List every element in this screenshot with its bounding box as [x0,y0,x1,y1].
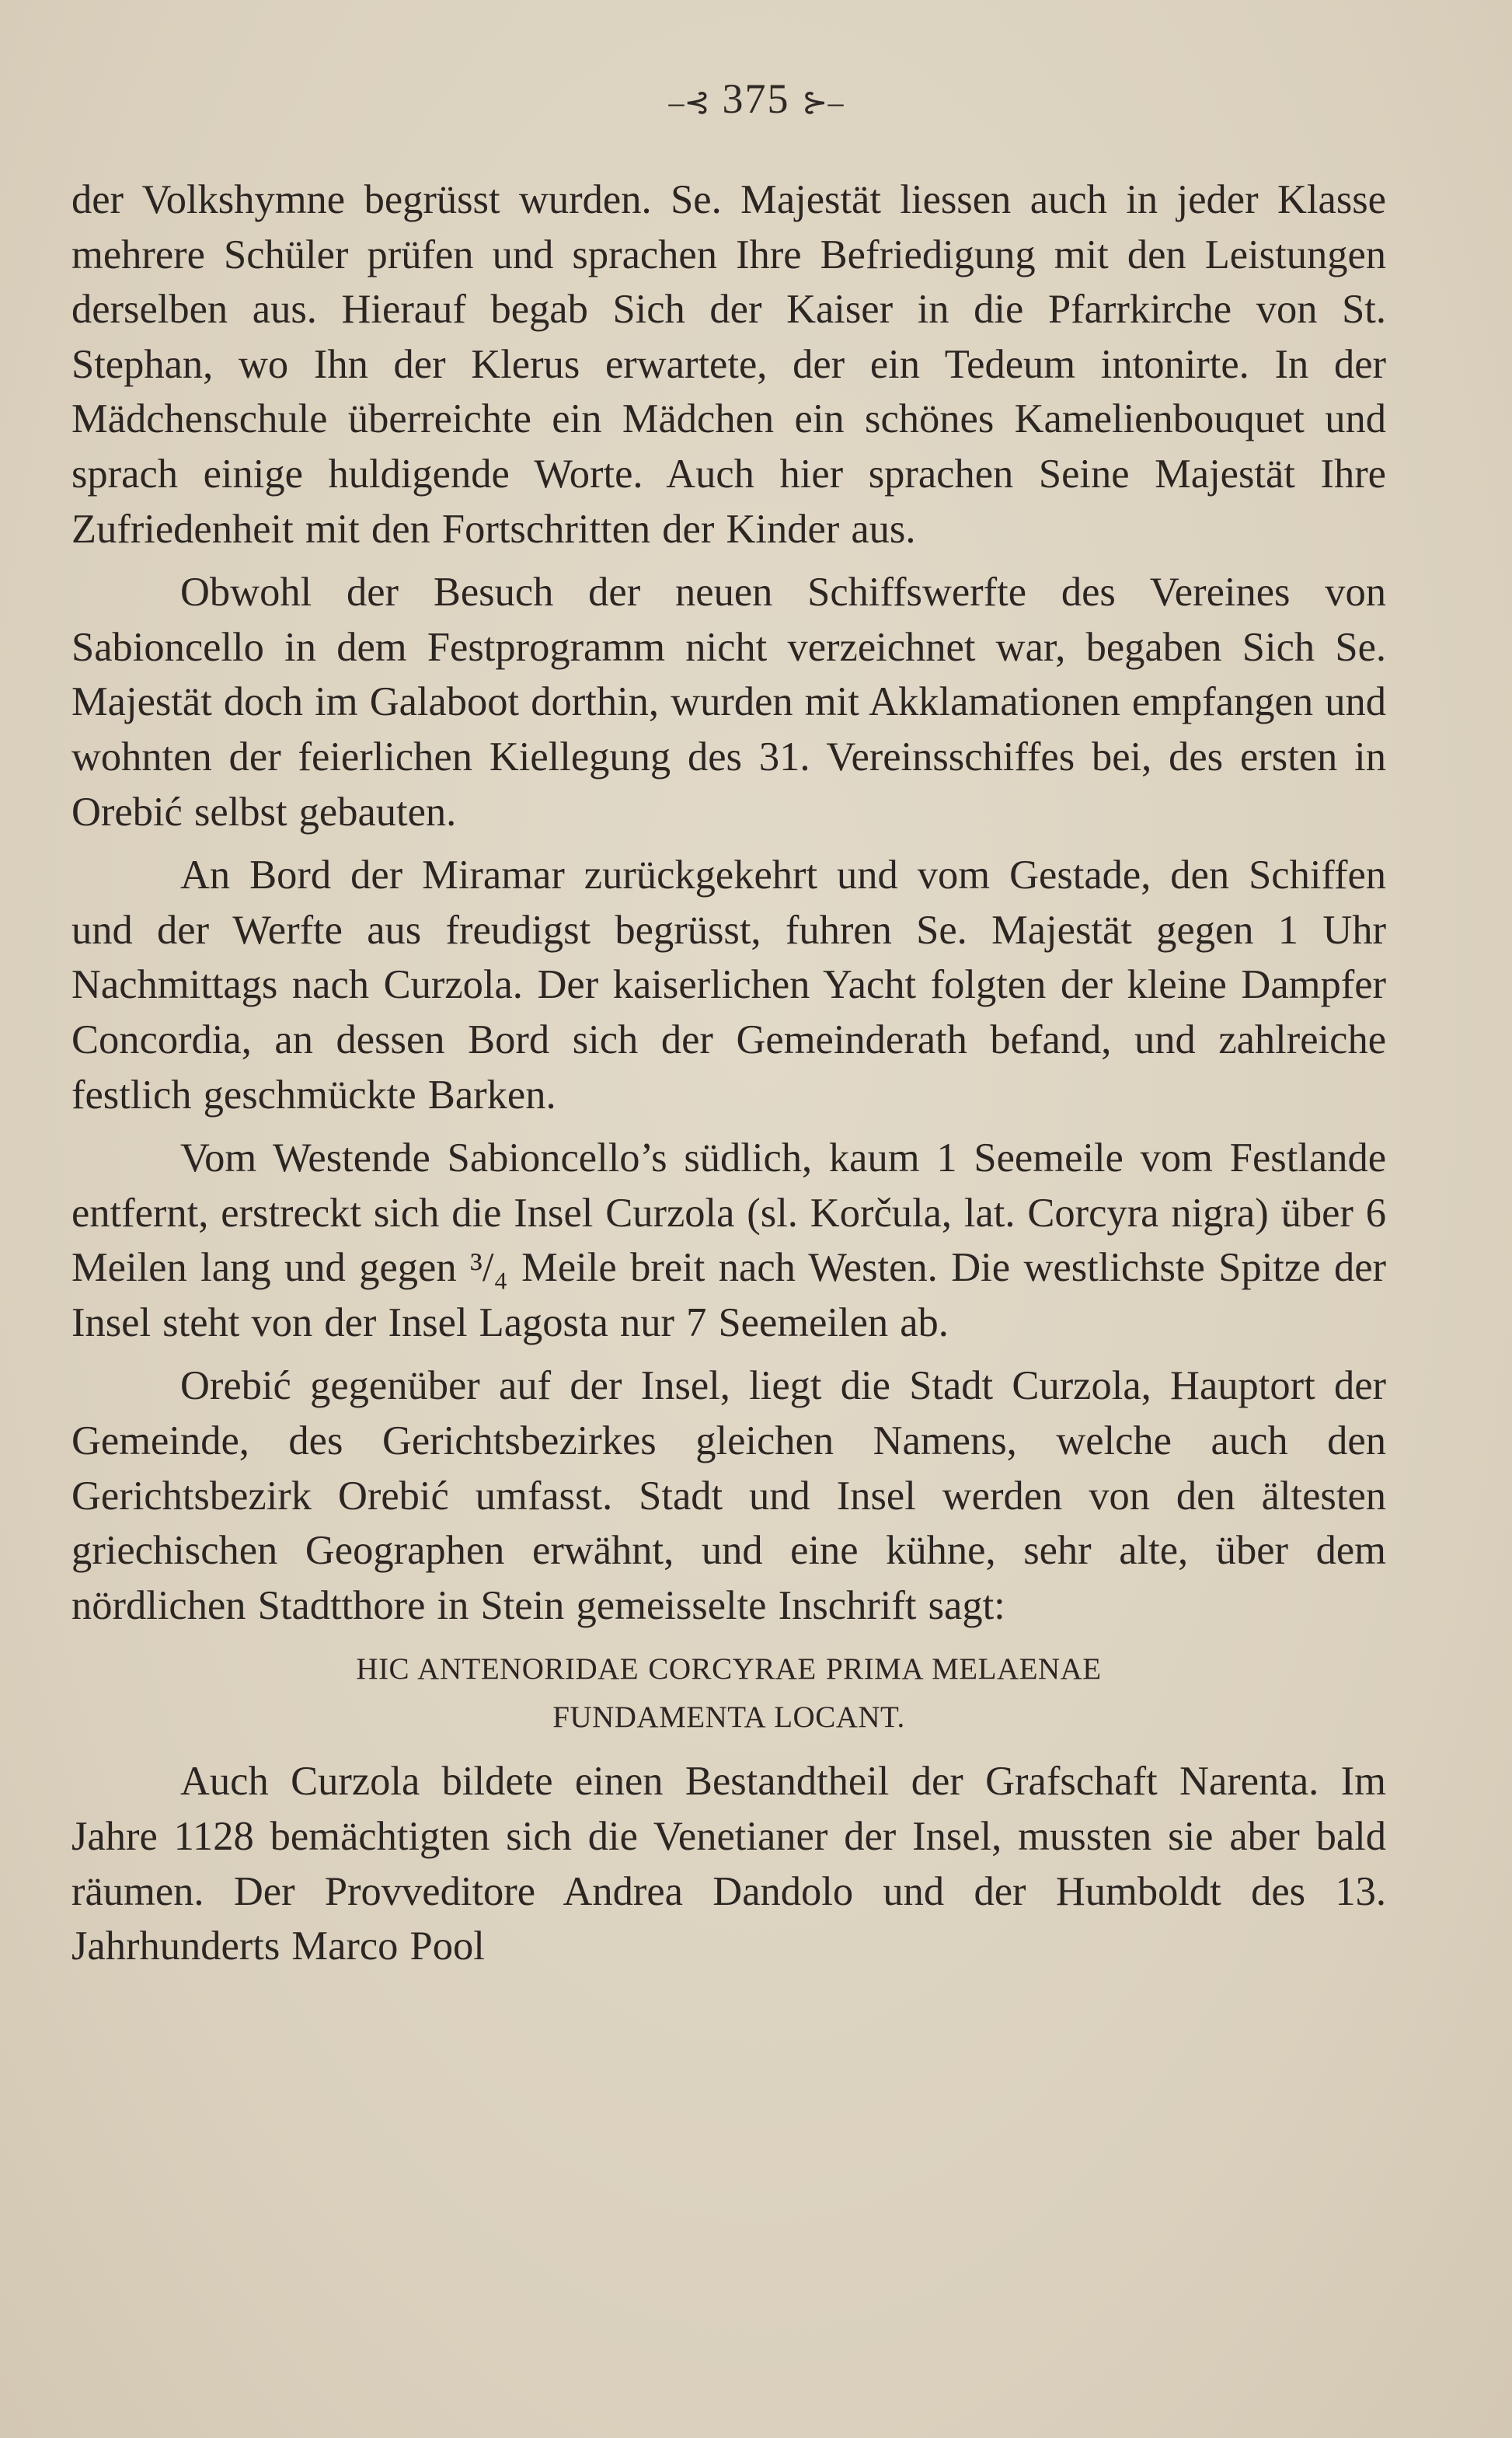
paragraph: Obwohl der Besuch der neuen Schiffswerfte des Vereines von Sabioncello in dem Festprogramm nicht verzeichnet war, begaben Sich Se. Majestät doch im Galaboot dorthin, wurden mit Akklamationen empfangen und wohnten der feierlichen Kiellegung des 31. Vereinsschiffes bei, des ersten in Orebić selbst gebauten. [71,570,1386,835]
paragraph: Auch Curzola bildete einen Bestandtheil der Grafschaft Narenta. Im Jahre 1128 bemächtigten sich die Venetianer der Insel, mussten sie aber bald räumen. Der Provveditore Andrea Dandolo und der Humboldt des 13. Jahrhunderts Marco Pool [71,1759,1386,1969]
page-header [0,75,1512,123]
paragraph: Vom Westende Sabioncello’s südlich, kaum 1 Seemeile vom Festlande entfernt, erstreckt sich die Insel Curzola (sl. Korčula, lat. Corcyra nigra) über 6 Meilen lang und gegen ³/₄ Meile breit nach Westen. Die westlichste Spitze der Insel steht von der Insel Lagosta nur 7 Seemeilen ab. [71,1135,1386,1345]
paragraph: der Volkshymne begrüsst wurden. Se. Majestät liessen auch in jeder Klasse mehrere Schüler prüfen und sprachen Ihre Befriedigung mit den Leistungen derselben aus. Hierauf begab Sich der Kaiser in die Pfarrkirche von St. Stephan, wo Ihn der Klerus erwartete, der ein Tedeum intonirte. In der Mädchenschule überreichte ein Mädchen ein schönes Kamelienbouquet und sprach einige huldigende Worte. Auch hier sprachen Seine Majestät Ihre Zufriedenheit mit den Fortschritten der Kinder aus. [71,177,1386,552]
paragraph: Orebić gegenüber auf der Insel, liegt die Stadt Curzola, Hauptort der Gemeinde, des Gerichtsbezirkes gleichen Namens, welche auch den Gerichtsbezirk Orebić umfasst. Stadt und Insel werden von den ältesten griechischen Geographen erwähnt, und eine kühne, sehr alte, über dem nördlichen Stadtthore in Stein gemeisselte Inschrift sagt: [71,1363,1386,1628]
header-ornament-right: ⊱– [802,85,844,120]
header-ornament-left: –⊰ [668,85,710,120]
page-body [71,173,1386,1983]
page-number: 375 [722,75,790,122]
inscription-line: HIC ANTENORIDAE CORCYRAE PRIMA MELAENAE [356,1652,1102,1686]
paragraph: An Bord der Miramar zurückgekehrt und vom Gestade, den Schiffen und der Werfte aus freudigst begrüsst, fuhren Se. Majestät gegen 1 Uhr Nachmittags nach Curzola. Der kaiserlichen Yacht folgten der kleine Dampfer Concordia, an dessen Bord sich der Gemeinderath befand, und zahlreiche festlich geschmückte Barken. [71,853,1386,1118]
inscription-line: FUNDAMENTA LOCANT. [552,1700,905,1735]
inscription-block [71,1645,1386,1742]
